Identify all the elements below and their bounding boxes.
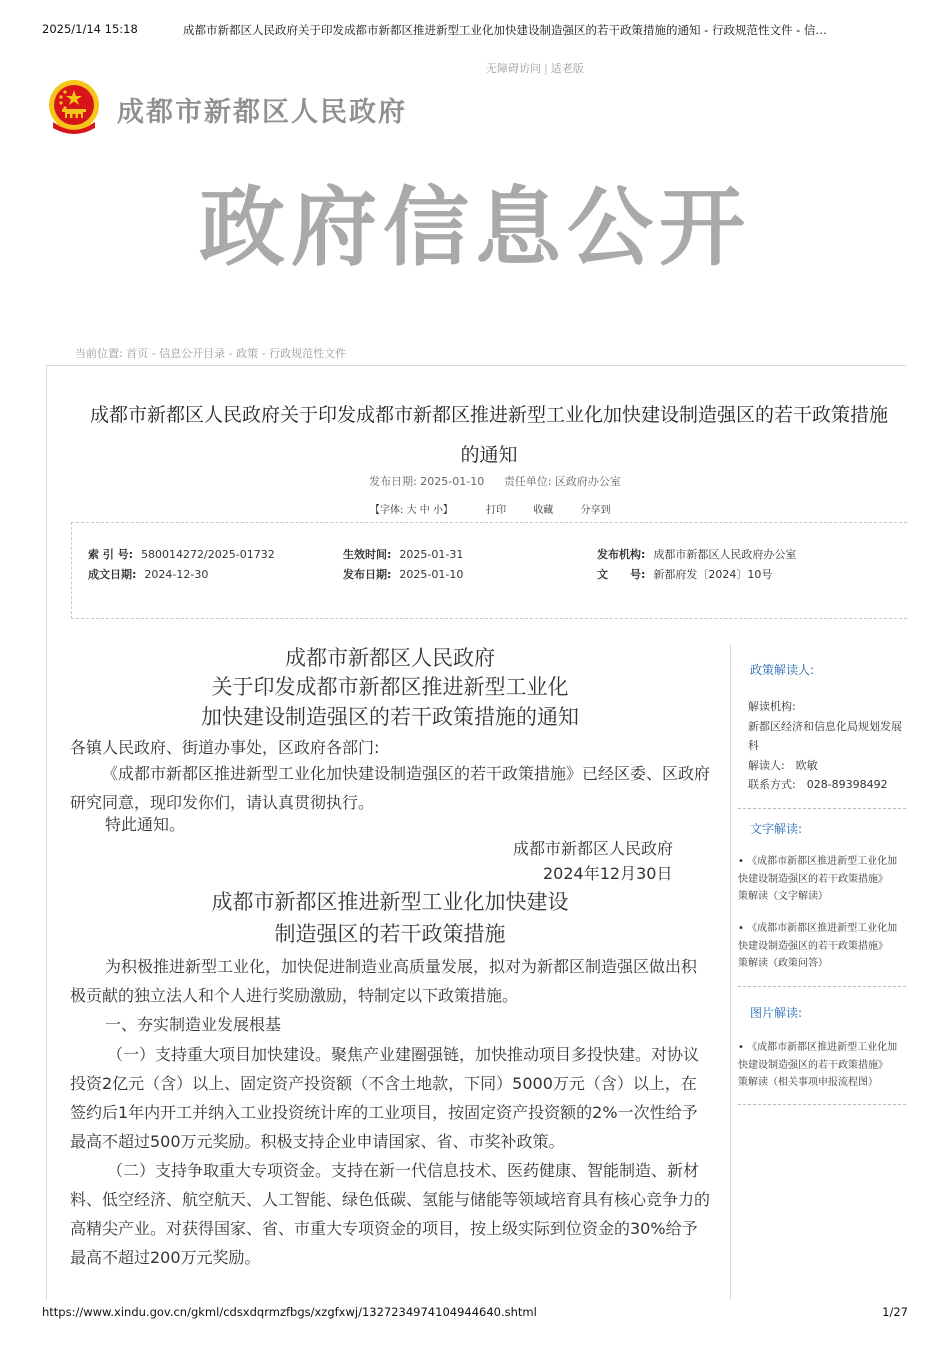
sidebar-divider	[738, 1104, 906, 1105]
print-header	[42, 22, 912, 42]
index-number	[88, 546, 275, 562]
font-size-switch	[370, 505, 453, 516]
measure-item-1: （一）支持重大项目加快建设。聚焦产业建圈强链，加快推动项目多投快建。对协议投资2亿元（含）以上、固定资产投资额（不含土地款，下同）5000万元（含）以上，在签约后1年内开工并纳入工业投资统计库的工业项目，按固定资产投资额的2%一次性给予最高不超过500万元奖励。积极支持企业申请国家、省、市奖补政策。	[70, 1045, 700, 1151]
print-timestamp: 2025/1/14 15:18	[42, 22, 138, 36]
doc-heading-line1: 成都市新都区人民政府	[285, 646, 495, 670]
breadcrumb[interactable]: 当前位置: 首页 - 信息公开目录 - 政策 - 行政规范性文件	[75, 347, 347, 360]
banner-title: 政府信息公开	[199, 178, 751, 278]
index-number-label: 索 引 号:	[88, 548, 134, 561]
link-line: • 《成都市新都区推进新型工业化加	[738, 923, 898, 934]
published-date-value: 2025-01-10	[399, 568, 464, 581]
link-line: 策解读（政策问答）	[738, 958, 828, 969]
favorite-button[interactable]: 收藏	[533, 505, 554, 516]
national-emblem-icon	[45, 78, 103, 138]
effective-date	[343, 546, 463, 562]
issuing-agency-label: 发布机构:	[597, 548, 646, 561]
policy-reader-heading: 政策解读人:	[750, 663, 815, 677]
article-tools	[370, 501, 635, 516]
reader-org-value: 新都区经济和信息化局规划发展	[748, 719, 902, 733]
salutation: 各镇人民政府、街道办事处，区政府各部门:	[70, 738, 380, 757]
image-interpretation-heading: 图片解读:	[750, 1006, 803, 1020]
issuing-agency-value: 成都市新都区人民政府办公室	[653, 548, 797, 561]
image-interpretation-link[interactable]	[738, 1039, 906, 1092]
measures-heading-line2: 制造强区的若干政策措施	[274, 922, 506, 946]
page-url: https://www.xindu.gov.cn/gkml/cdsxdqrmzfbgs/xzgfxwj/1327234974104944640.shtml	[42, 1305, 537, 1319]
qa-interpretation-link[interactable]	[738, 920, 906, 973]
measure-item-2: （二）支持争取重大专项资金。支持在新一代信息技术、医药健康、智能制造、新材料、低空经济、航空航天、人工智能、绿色低碳、氢能与储能等领域培育具有核心竞争力的高精尖产业。对获得国家、省、市重大专项资金的项目，按上级实际到位资金的30%给予最高不超过200万元奖励。	[70, 1161, 711, 1267]
signature: 成都市新都区人民政府	[513, 839, 674, 858]
published-date	[343, 566, 463, 582]
doc-heading-line3: 加快建设制造强区的若干政策措施的通知	[201, 705, 579, 729]
sidebar-divider	[738, 986, 906, 987]
created-date-value: 2024-12-30	[144, 568, 209, 581]
reader-org-label: 解读机构:	[748, 700, 796, 713]
section-one-heading: 一、夯实制造业发展根基	[105, 1015, 282, 1034]
page-number: 1/27	[882, 1305, 908, 1319]
issuing-agency	[597, 546, 796, 562]
print-footer	[42, 1305, 908, 1319]
font-medium-button[interactable]: 中	[419, 505, 430, 516]
notice-closing: 特此通知。	[105, 815, 186, 834]
link-line: 策解读（文字解读）	[738, 891, 828, 902]
link-separator: |	[544, 62, 548, 75]
effective-date-value: 2025-01-31	[399, 548, 464, 561]
measures-heading-line1: 成都市新都区推进新型工业化加快建设	[211, 890, 569, 914]
document-number	[597, 566, 772, 582]
link-line: 快建设制造强区的若干政策措施》	[738, 940, 888, 952]
print-page-title: 成都市新都区人民政府关于印发成都市新都区推进新型工业化加快建设制造强区的若干政策措施的通知 - 行政规范性文件 - 信…	[183, 23, 827, 37]
article-meta	[0, 473, 950, 489]
link-line: • 《成都市新都区推进新型工业化加	[738, 1042, 898, 1053]
signature-date: 2024年12月30日	[543, 864, 673, 883]
print-button[interactable]: 打印	[486, 505, 507, 516]
article-title-line2: 的通知	[460, 444, 518, 466]
document-number-label: 文 号:	[597, 568, 646, 581]
link-line: • 《成都市新都区推进新型工业化加	[738, 856, 898, 867]
article-title	[72, 395, 906, 475]
reader-contact: 联系方式: 028-89398492	[748, 778, 888, 791]
font-small-button[interactable]: 小】	[432, 505, 453, 516]
sidebar-divider	[738, 808, 906, 809]
accessible-access-link[interactable]: 无障碍访问	[486, 62, 541, 75]
link-line: 快建设制造强区的若干政策措施》	[738, 1059, 888, 1071]
created-date	[88, 566, 208, 582]
share-button[interactable]: 分享到	[580, 505, 611, 516]
reader-org-value-cont: 科	[748, 739, 759, 752]
doc-heading-line2: 关于印发成都市新都区推进新型工业化	[211, 675, 569, 699]
document-number-value: 新都府发〔2024〕10号	[653, 568, 773, 581]
reader-org-block	[748, 697, 906, 795]
notice-paragraph: 《成都市新都区推进新型工业化加快建设制造强区的若干政策措施》已经区委、区政府研究同意，现印发你们，请认真贯彻执行。	[70, 764, 711, 812]
font-size-label: 【字体:	[370, 505, 404, 516]
publish-date: 发布日期: 2025-01-10	[369, 475, 485, 488]
elder-version-link[interactable]: 适老版	[550, 62, 584, 75]
intro-paragraph: 为积极推进新型工业化，加快促进制造业高质量发展，拟对为新都区制造强区做出积极贡献的独立法人和个人进行奖励激励，特制定以下政策措施。	[70, 957, 698, 1005]
reader-name: 解读人: 欧敏	[748, 758, 818, 772]
responsible-department: 责任单位: 区政府办公室	[503, 475, 621, 488]
gov-name: 成都市新都区人民政府	[117, 97, 407, 128]
effective-date-label: 生效时间:	[343, 548, 392, 561]
article-title-line1: 成都市新都区人民政府关于印发成都市新都区推进新型工业化加快建设制造强区的若干政策措施	[89, 404, 888, 426]
text-interpretation-link[interactable]	[738, 853, 906, 906]
text-interpretation-heading: 文字解读:	[750, 822, 803, 836]
index-number-value: 580014272/2025-01732	[141, 548, 275, 561]
published-date-label: 发布日期:	[343, 568, 392, 581]
link-line: 策解读（相关事项申报流程图）	[738, 1077, 878, 1088]
link-line: 快建设制造强区的若干政策措施》	[738, 873, 888, 885]
accessibility-links	[486, 60, 584, 76]
font-large-button[interactable]: 大	[406, 505, 417, 516]
created-date-label: 成文日期:	[88, 568, 137, 581]
